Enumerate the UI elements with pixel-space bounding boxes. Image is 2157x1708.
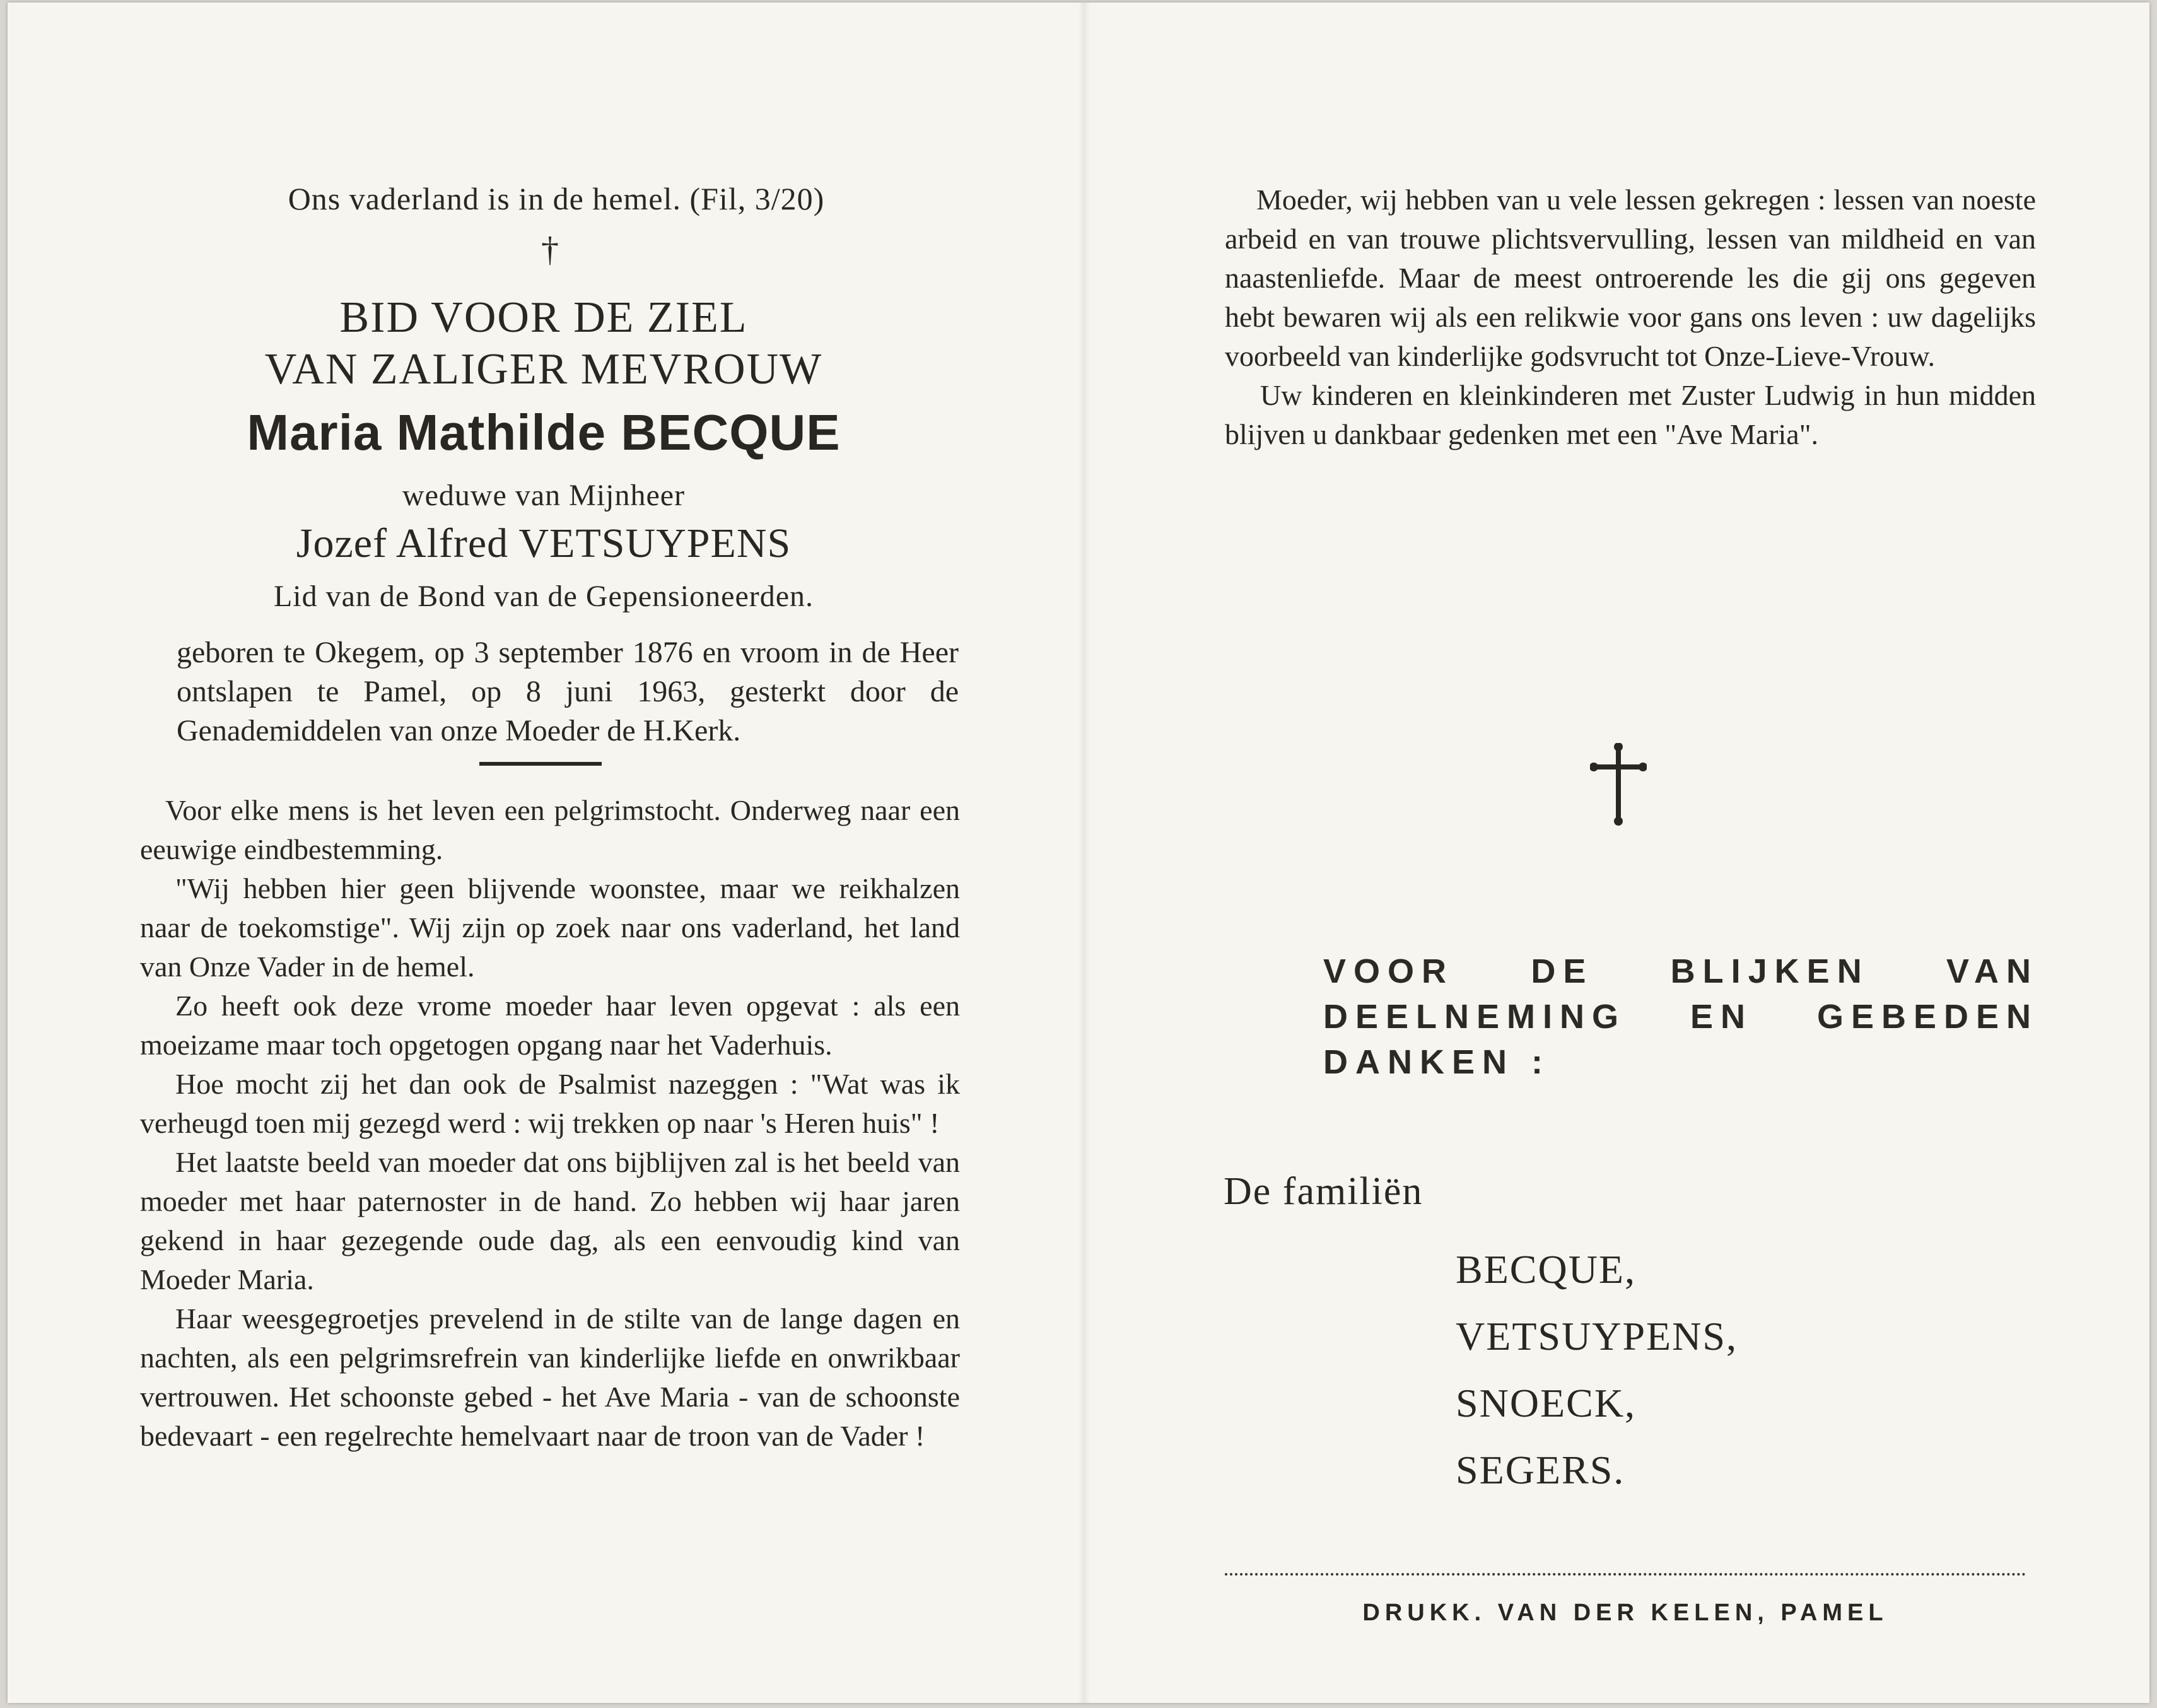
deceased-name: Maria Mathilde BECQUE [247,404,841,460]
family-name: SNOECK, [1456,1381,1637,1425]
membership-text: Lid van de Bond van de Gepensioneerden. [273,580,814,613]
families-label: De familiën [1224,1170,1423,1213]
prayer-line-2: VAN ZALIGER MEVROUW [264,345,823,394]
paragraph: Het laatste beeld van moeder dat ons bijblijven zal is het beeld van moeder met haar paternoster in de hand. Zo hebben wij haar jaren gekend in haar gezegende oude dag, als een eenvoudig kind van Moeder Maria. [140,1146,960,1296]
paragraph: Uw kinderen en kleinkinderen met Zuster Ludwig in hun midden blijven u dankbaar gedenken met een "Ave Maria". [1225,379,2036,450]
family-name: BECQUE, [1456,1247,1636,1292]
cross-icon [1590,743,1647,826]
printer-credit: DRUKK. VAN DER KELEN, PAMEL [1362,1600,1888,1626]
prayer-line-1: BID VOOR DE ZIEL [339,293,748,342]
paragraph: Moeder, wij hebben van u vele lessen gekregen : lessen van noeste arbeid en van trouwe plichtsvervulling, lessen van mildheid en van naastenliefde. Maar de meest ontroerende les die gij ons gegeven hebt bewaren wij als een relikwie voor gans ons leven : uw dagelijks voorbeeld van kinderlijke godsvrucht tot Onze-Lieve-Vrouw. [1225,184,2036,372]
left-panel [8,3,1078,1703]
right-body-text [1225,180,2036,454]
paragraph: Zo heeft ook deze vrome moeder haar leven opgevat : als een moeizame maar toch opgetogen opgang naar het Vaderhuis. [140,990,960,1061]
thanks-heading: VOOR DE BLIJKEN VAN DEELNEMING EN GEBEDEN DANKEN : [1323,952,2038,1081]
paragraph: Hoe mocht zij het dan ook de Psalmist nazeggen : "Wat was ik verheugd toen mij gezegd werd : wij trekken op naar 's Heren huis" ! [140,1068,960,1139]
divider-rule [479,762,602,766]
husband-name: Jozef Alfred VETSUYPENS [296,520,792,566]
family-name: SEGERS. [1456,1448,1625,1492]
paragraph: "Wij hebben hier geen blijvende woonstee, maar we reikhalzen naar de toekomstige". Wij zijn op zoek naar ons vaderland, het land van Onze Vader in de hemel. [140,872,960,983]
paragraph: Haar weesgegroetjes prevelend in de stilte van de lange dagen en nachten, als een pelgrimsrefrein van kinderlijke liefde en onwrikbaar vertrouwen. Het schoonste gebed - het Ave Maria - van de schoonste bedevaart - een regelrechte hemelvaart naar de troon van de Vader ! [140,1302,960,1452]
bible-motto: Ons vaderland is in de hemel. (Fil, 3/20) [288,181,825,216]
small-cross-icon: † [541,230,559,269]
widow-of-text: weduwe van Mijnheer [402,479,686,512]
left-body-text [140,791,960,1456]
paragraph: Voor elke mens is het leven een pelgrimstocht. Onderweg naar een eeuwige eindbestemming. [140,794,960,865]
memorial-card [8,3,2149,1703]
dotted-rule [1225,1573,2026,1576]
family-name: VETSUYPENS, [1456,1314,1738,1359]
birth-death-details: geboren te Okegem, op 3 september 1876 en vroom in de Heer ontslapen te Pamel, op 8 juni 1963, gesterkt door de Genademiddelen van onze Moeder de H.Kerk. [177,636,959,747]
card-fold [1078,3,1090,1703]
families-list [1456,1236,1738,1504]
right-panel [1090,3,2149,1703]
